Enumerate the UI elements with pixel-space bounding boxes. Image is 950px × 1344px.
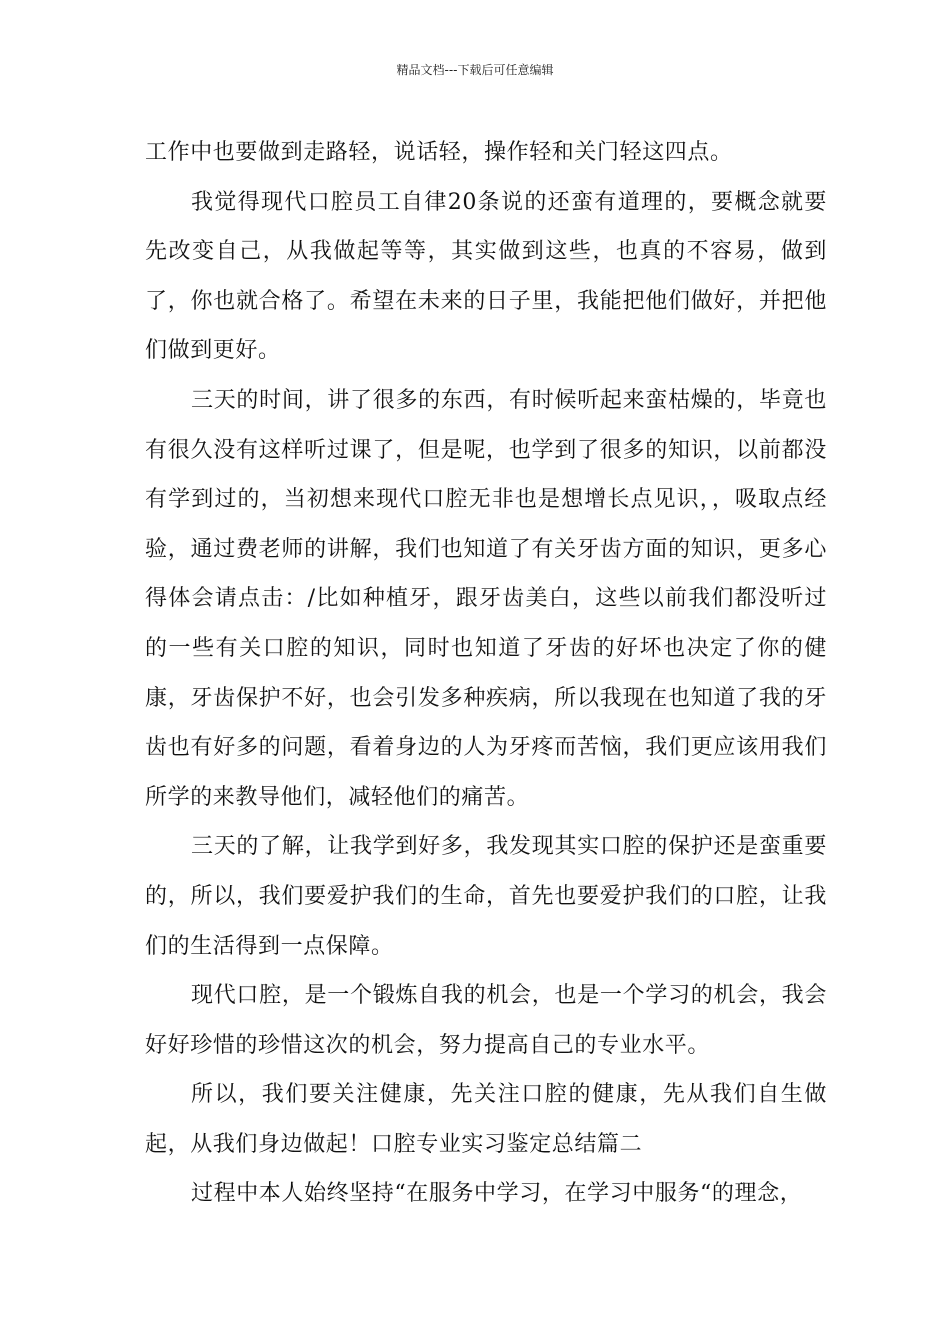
paragraph-3: 三天的时间，讲了很多的东西，有时候听起来蛮枯燥的，毕竟也有很久没有这样听过课了，但是呢，也学到了很多的知识，以前都没有学到过的，当初想来现代口腔无非也是想增长点见识，，吸取点经验，通过费老师的讲解，我们也知道了有关牙齿方面的知识，更多心得体会请点击：/比如种植牙，跟牙齿美白，这些以前我们都没听过的一些有关口腔的知识，同时也知道了牙齿的好坏也决定了你的健康，牙齿保护不好，也会引发多种疾病，所以我现在也知道了我的牙齿也有好多的问题，看着身边的人为牙疼而苦恼，我们更应该用我们所学的来教导他们，减轻他们的痛苦。 (145, 387, 827, 810)
paragraph-7: 过程中本人始终坚持“在服务中学习，在学习中服务“的理念， (191, 1181, 803, 1207)
page-header: 精品文档---下载后可任意编辑 (396, 63, 554, 77)
paragraph-4: 三天的了解，让我学到好多，我发现其实口腔的保护还是蛮重要的，所以，我们要爱护我们的生命，首先也要爱护我们的口腔，让我们的生活得到一点保障。 (145, 834, 827, 959)
paragraph-5: 现代口腔，是一个锻炼自我的机会，也是一个学习的机会，我会好好珍惜的珍惜这次的机会，努力提高自己的专业水平。 (145, 983, 827, 1058)
paragraph-2: 我觉得现代口腔员工自律20条说的还蛮有道理的，要概念就要先改变自己，从我做起等等，其实做到这些，也真的不容易，做到了，你也就合格了。希望在未来的日子里，我能把他们做好，并把他们做到更好。 (145, 189, 827, 364)
paragraph-6: 所以，我们要关注健康，先关注口腔的健康，先从我们自生做起，从我们身边做起！口腔专业实习鉴定总结篇二 (145, 1082, 827, 1157)
paragraph-1: 工作中也要做到走路轻，说话轻，操作轻和关门轻这四点。 (145, 140, 733, 165)
document-body (145, 128, 827, 1219)
